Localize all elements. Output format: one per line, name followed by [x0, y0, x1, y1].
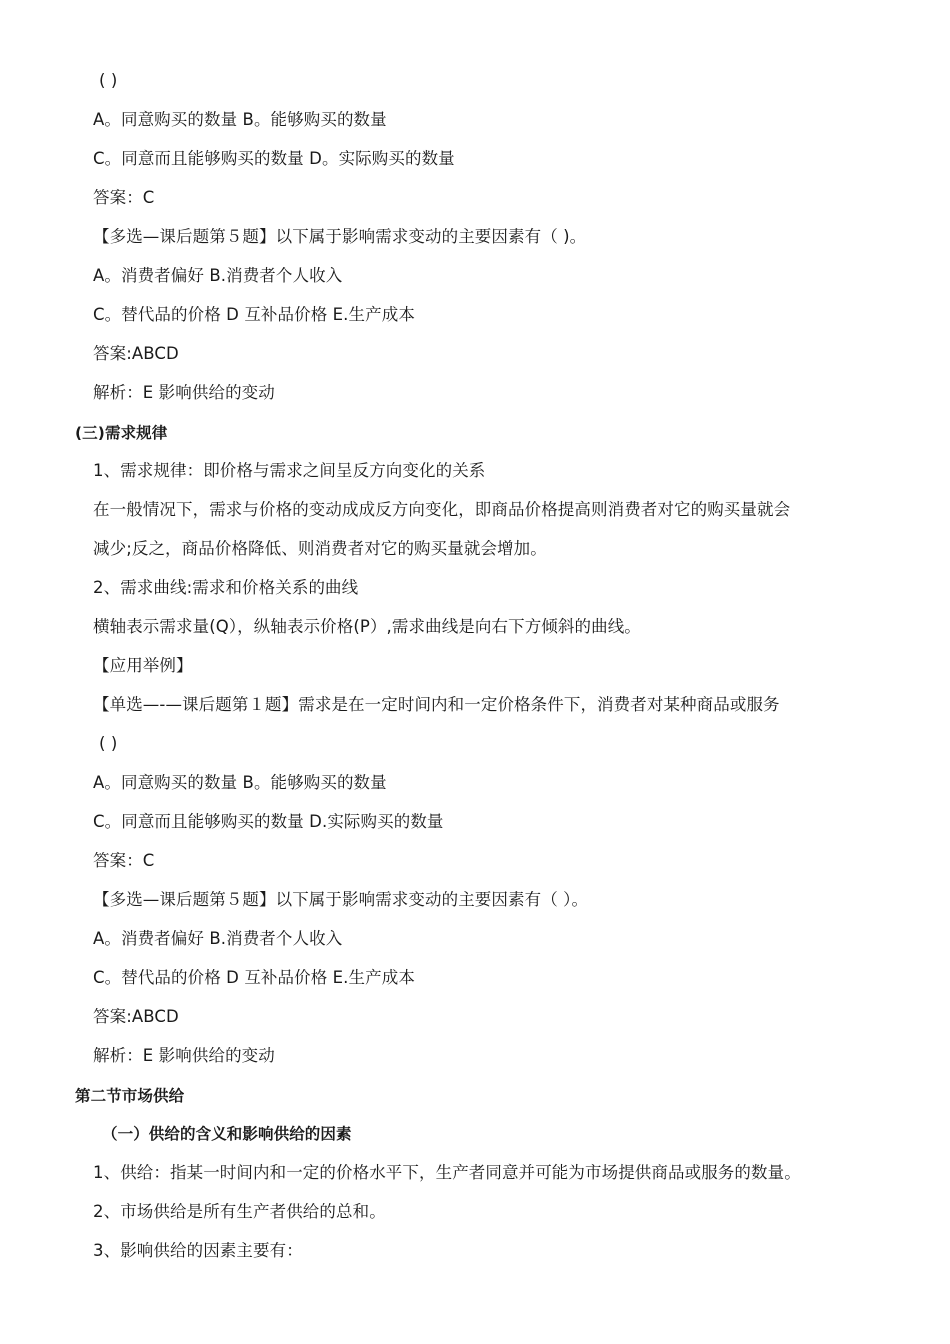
paragraph-line: 1、需求规律：即价格与需求之间呈反方向变化的关系 — [93, 461, 486, 480]
paragraph-line: 横轴表示需求量(Q），纵轴表示价格(P）,需求曲线是向右下方倾斜的曲线。 — [93, 617, 641, 636]
paragraph-line: 2、市场供给是所有生产者供给的总和。 — [93, 1202, 386, 1221]
explanation-line: 解析：E 影响供给的变动 — [93, 1046, 275, 1065]
option-line: C。替代品的价格 D 互补品价格 E.生产成本 — [93, 305, 415, 324]
question-line: 【单选—-—课后题第１题】需求是在一定时间内和一定价格条件下，消费者对某种商品或服务 — [93, 695, 780, 714]
option-line: A。消费者偏好 B.消费者个人收入 — [93, 929, 343, 948]
answer-line: 答案：C — [93, 188, 155, 207]
paragraph-line: 1、供给：指某一时间内和一定的价格水平下，生产者同意并可能为市场提供商品或服务的数量。 — [93, 1163, 801, 1182]
paragraph-line: 减少;反之，商品价格降低、则消费者对它的购买量就会增加。 — [93, 539, 547, 558]
question-line: 【多选—课后题第５题】以下属于影响需求变动的主要因素有（ ）。 — [93, 890, 589, 909]
section-heading: (三)需求规律 — [75, 424, 168, 442]
option-line: C。同意而且能够购买的数量 D.实际购买的数量 — [93, 812, 444, 831]
option-line: A。消费者偏好 B.消费者个人收入 — [93, 266, 343, 285]
answer-line: 答案：C — [93, 851, 155, 870]
paragraph-line: 2、需求曲线:需求和价格关系的曲线 — [93, 578, 359, 597]
explanation-line: 解析：E 影响供给的变动 — [93, 383, 275, 402]
subsection-heading: （一）供给的含义和影响供给的因素 — [102, 1125, 352, 1143]
option-line: C。同意而且能够购买的数量 D。实际购买的数量 — [93, 149, 455, 168]
answer-line: 答案:ABCD — [93, 344, 179, 363]
question-blank: ( ) — [99, 734, 118, 753]
paragraph-line: 3、影响供给的因素主要有： — [93, 1241, 303, 1260]
paragraph-line: 在一般情况下，需求与价格的变动成成反方向变化，即商品价格提高则消费者对它的购买量就会 — [93, 500, 791, 519]
question-blank: ( ) — [99, 71, 118, 90]
answer-line: 答案:ABCD — [93, 1007, 179, 1026]
option-line: A。同意购买的数量 B。能够购买的数量 — [93, 110, 387, 129]
option-line: A。同意购买的数量 B。能够购买的数量 — [93, 773, 387, 792]
example-heading: 【应用举例】 — [93, 656, 193, 675]
question-line: 【多选—课后题第５题】以下属于影响需求变动的主要因素有（ )。 — [93, 227, 587, 246]
section-heading: 第二节市场供给 — [75, 1087, 185, 1105]
option-line: C。替代品的价格 D 互补品价格 E.生产成本 — [93, 968, 415, 987]
